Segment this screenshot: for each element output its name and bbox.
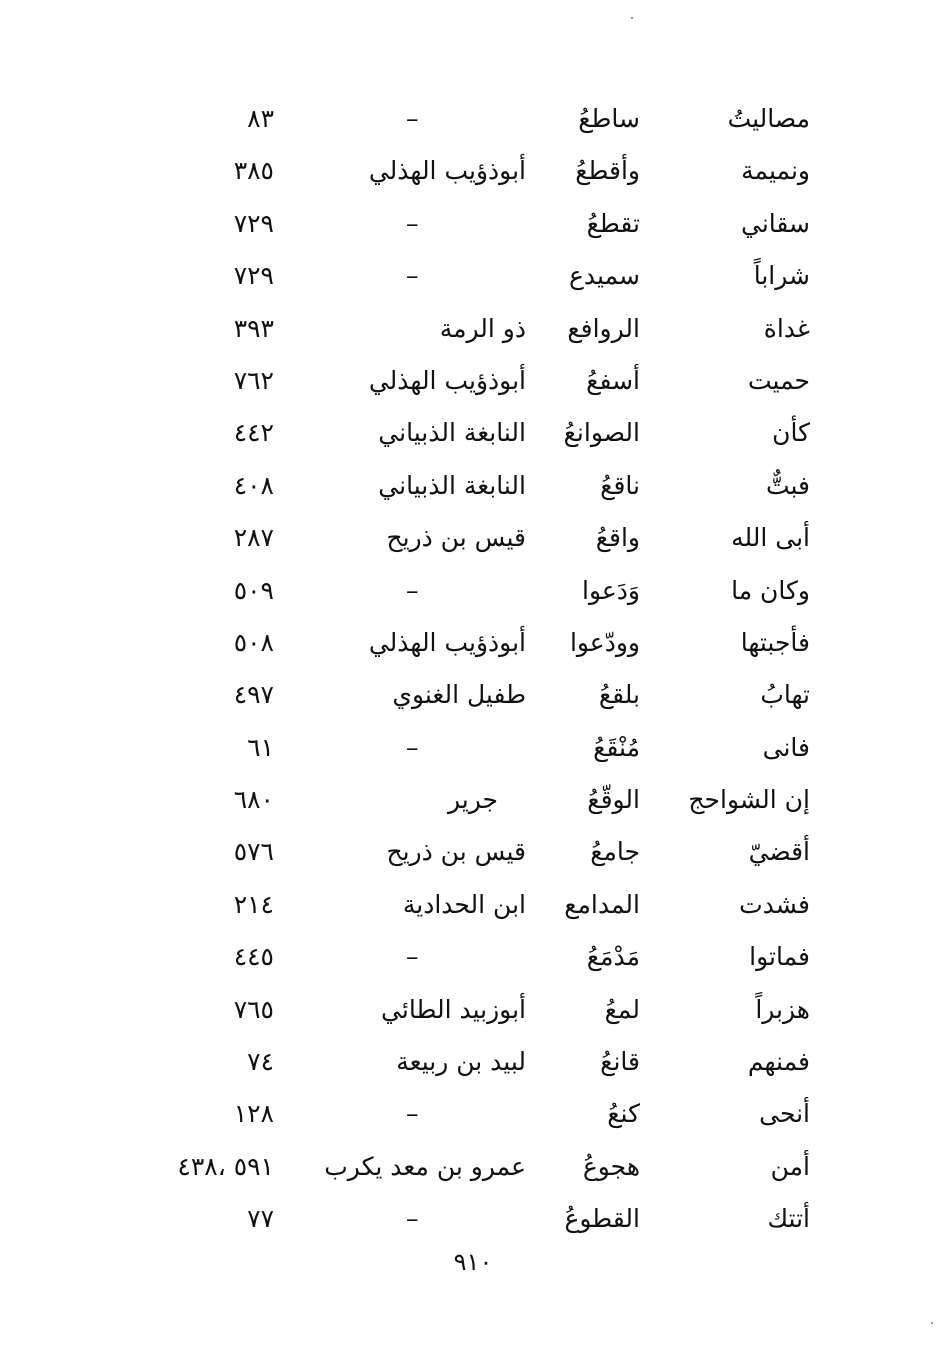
poet-name: النابغة الذبياني (378, 470, 526, 500)
poet-name: – (406, 261, 419, 291)
rhyme-word: لمعُ (604, 994, 640, 1024)
rhyme-index-table (0, 93, 946, 1246)
index-row (0, 617, 946, 669)
poet-name: – (406, 942, 419, 972)
page-reference: ٧٦٢ (233, 365, 274, 395)
rhyme-word: سميدع (569, 261, 640, 291)
poet-name: – (406, 575, 419, 605)
paper-speck (931, 1322, 933, 1324)
opening-word: أمن (770, 1151, 810, 1181)
page-reference: ٥٩١ ،٤٣٨ (177, 1151, 274, 1181)
opening-word: فأجبتها (740, 627, 810, 657)
rhyme-word: مُنْقَعُ (593, 732, 640, 762)
page-reference: ٢١٤ (233, 889, 274, 919)
opening-word: أبى الله (731, 523, 810, 553)
page-reference: ٤٩٧ (233, 680, 274, 710)
page-reference: ٣٩٣ (233, 313, 274, 343)
opening-word: شراباً (753, 261, 810, 291)
rhyme-word: وأقطعُ (575, 156, 640, 186)
index-row (0, 198, 946, 250)
page-reference: ٦٨٠ (233, 785, 274, 815)
opening-word: هزبراً (755, 994, 810, 1024)
index-row (0, 722, 946, 774)
index-row (0, 1036, 946, 1088)
opening-word: وكان ما (731, 575, 810, 605)
poet-name: قيس بن ذريح (386, 837, 526, 867)
poet-name: أبوذؤيب الهذلي (368, 156, 526, 186)
rhyme-word: هجوعُ (582, 1151, 640, 1181)
rhyme-word: مَدْمَعُ (586, 942, 640, 972)
page-reference: ٤٤٥ (233, 942, 274, 972)
opening-word: فمنهم (747, 1047, 810, 1077)
page-reference: ٧٤ (247, 1047, 274, 1077)
rhyme-word: المدامع (564, 889, 640, 919)
rhyme-word: القطوعُ (564, 1204, 640, 1234)
page-reference: ٢٨٧ (233, 523, 274, 553)
index-row (0, 1193, 946, 1245)
poet-name: ابن الحدادية (402, 889, 526, 919)
index-row (0, 565, 946, 617)
index-row (0, 1141, 946, 1193)
opening-word: فماتوا (749, 942, 810, 972)
poet-name: أبوذؤيب الهذلي (368, 627, 526, 657)
poet-name: – (406, 1204, 419, 1234)
poet-name: – (406, 208, 419, 238)
page-reference: ٦١ (247, 732, 274, 762)
index-row (0, 145, 946, 197)
page-number: ٩١٠ (453, 1248, 493, 1276)
poet-name: قيس بن ذريح (386, 523, 526, 553)
page-reference: ٥٠٨ (233, 627, 274, 657)
index-row (0, 984, 946, 1036)
opening-word: ونميمة (741, 156, 810, 186)
rhyme-word: ساطعُ (578, 104, 640, 133)
rhyme-word: أسفعُ (586, 365, 640, 395)
page-reference: ٥٠٩ (233, 575, 274, 605)
rhyme-word: كنعُ (607, 1099, 640, 1129)
rhyme-word: جامعُ (590, 837, 640, 867)
page-reference: ٤٤٢ (233, 418, 274, 448)
rhyme-word: قانعُ (600, 1047, 640, 1077)
rhyme-word: وَدَعوا (582, 575, 640, 605)
index-row (0, 303, 946, 355)
opening-word: أتتك (767, 1204, 810, 1234)
rhyme-word: ناقعُ (600, 470, 640, 500)
rhyme-word: تقطعُ (586, 208, 640, 238)
page-reference: ٧٢٩ (233, 208, 274, 238)
opening-word: فانى (762, 732, 810, 762)
page-reference: ٨٣ (247, 104, 274, 133)
index-row (0, 250, 946, 302)
opening-word: غداة (763, 313, 810, 343)
index-row (0, 774, 946, 826)
page-reference: ٤٠٨ (233, 470, 274, 500)
poet-name: – (406, 104, 419, 133)
paper-speck (631, 17, 633, 19)
poet-name: أبوزبيد الطائي (381, 994, 526, 1024)
opening-word: فبتٌّ (765, 470, 810, 500)
index-row (0, 879, 946, 931)
page-reference: ٧٦٥ (233, 994, 274, 1024)
poet-name: جرير (448, 785, 498, 815)
rhyme-word: الصوانعُ (563, 418, 640, 448)
page-reference: ٧٢٩ (233, 261, 274, 291)
index-row (0, 460, 946, 512)
rhyme-word: بلقعُ (598, 680, 640, 710)
poet-name: النابغة الذبياني (378, 418, 526, 448)
poet-name: عمرو بن معد يكرب (324, 1151, 526, 1181)
rhyme-word: الروافع (567, 313, 640, 343)
page-reference: ٥٧٦ (233, 837, 274, 867)
opening-word: إن الشواحج (688, 785, 810, 815)
opening-word: فشدت (739, 889, 810, 919)
poet-name: لبيد بن ربيعة (396, 1047, 526, 1077)
index-row (0, 931, 946, 983)
index-row (0, 1088, 946, 1140)
poet-name: – (406, 732, 419, 762)
index-row (0, 355, 946, 407)
rhyme-word: الوقّعُ (587, 785, 640, 815)
opening-word: سقاني (740, 208, 810, 238)
poet-name: طفيل الغنوي (392, 680, 526, 710)
page-reference: ٣٨٥ (233, 156, 274, 186)
opening-word: أقضيّ (748, 837, 810, 867)
rhyme-word: وودّعوا (569, 627, 640, 657)
index-row (0, 93, 946, 145)
poet-name: أبوذؤيب الهذلي (368, 365, 526, 395)
index-row (0, 512, 946, 564)
page-reference: ٧٧ (247, 1204, 274, 1234)
opening-word: مصاليتُ (727, 104, 810, 133)
index-row (0, 407, 946, 459)
opening-word: حميت (748, 365, 810, 395)
page-reference: ١٢٨ (233, 1099, 274, 1129)
opening-word: تهابُ (760, 680, 810, 710)
poet-name: ذو الرمة (439, 313, 526, 343)
index-row (0, 826, 946, 878)
poet-name: – (406, 1099, 419, 1129)
opening-word: كأن (772, 418, 810, 448)
opening-word: أنحى (759, 1099, 810, 1129)
index-row (0, 669, 946, 721)
rhyme-word: واقعُ (595, 523, 640, 553)
